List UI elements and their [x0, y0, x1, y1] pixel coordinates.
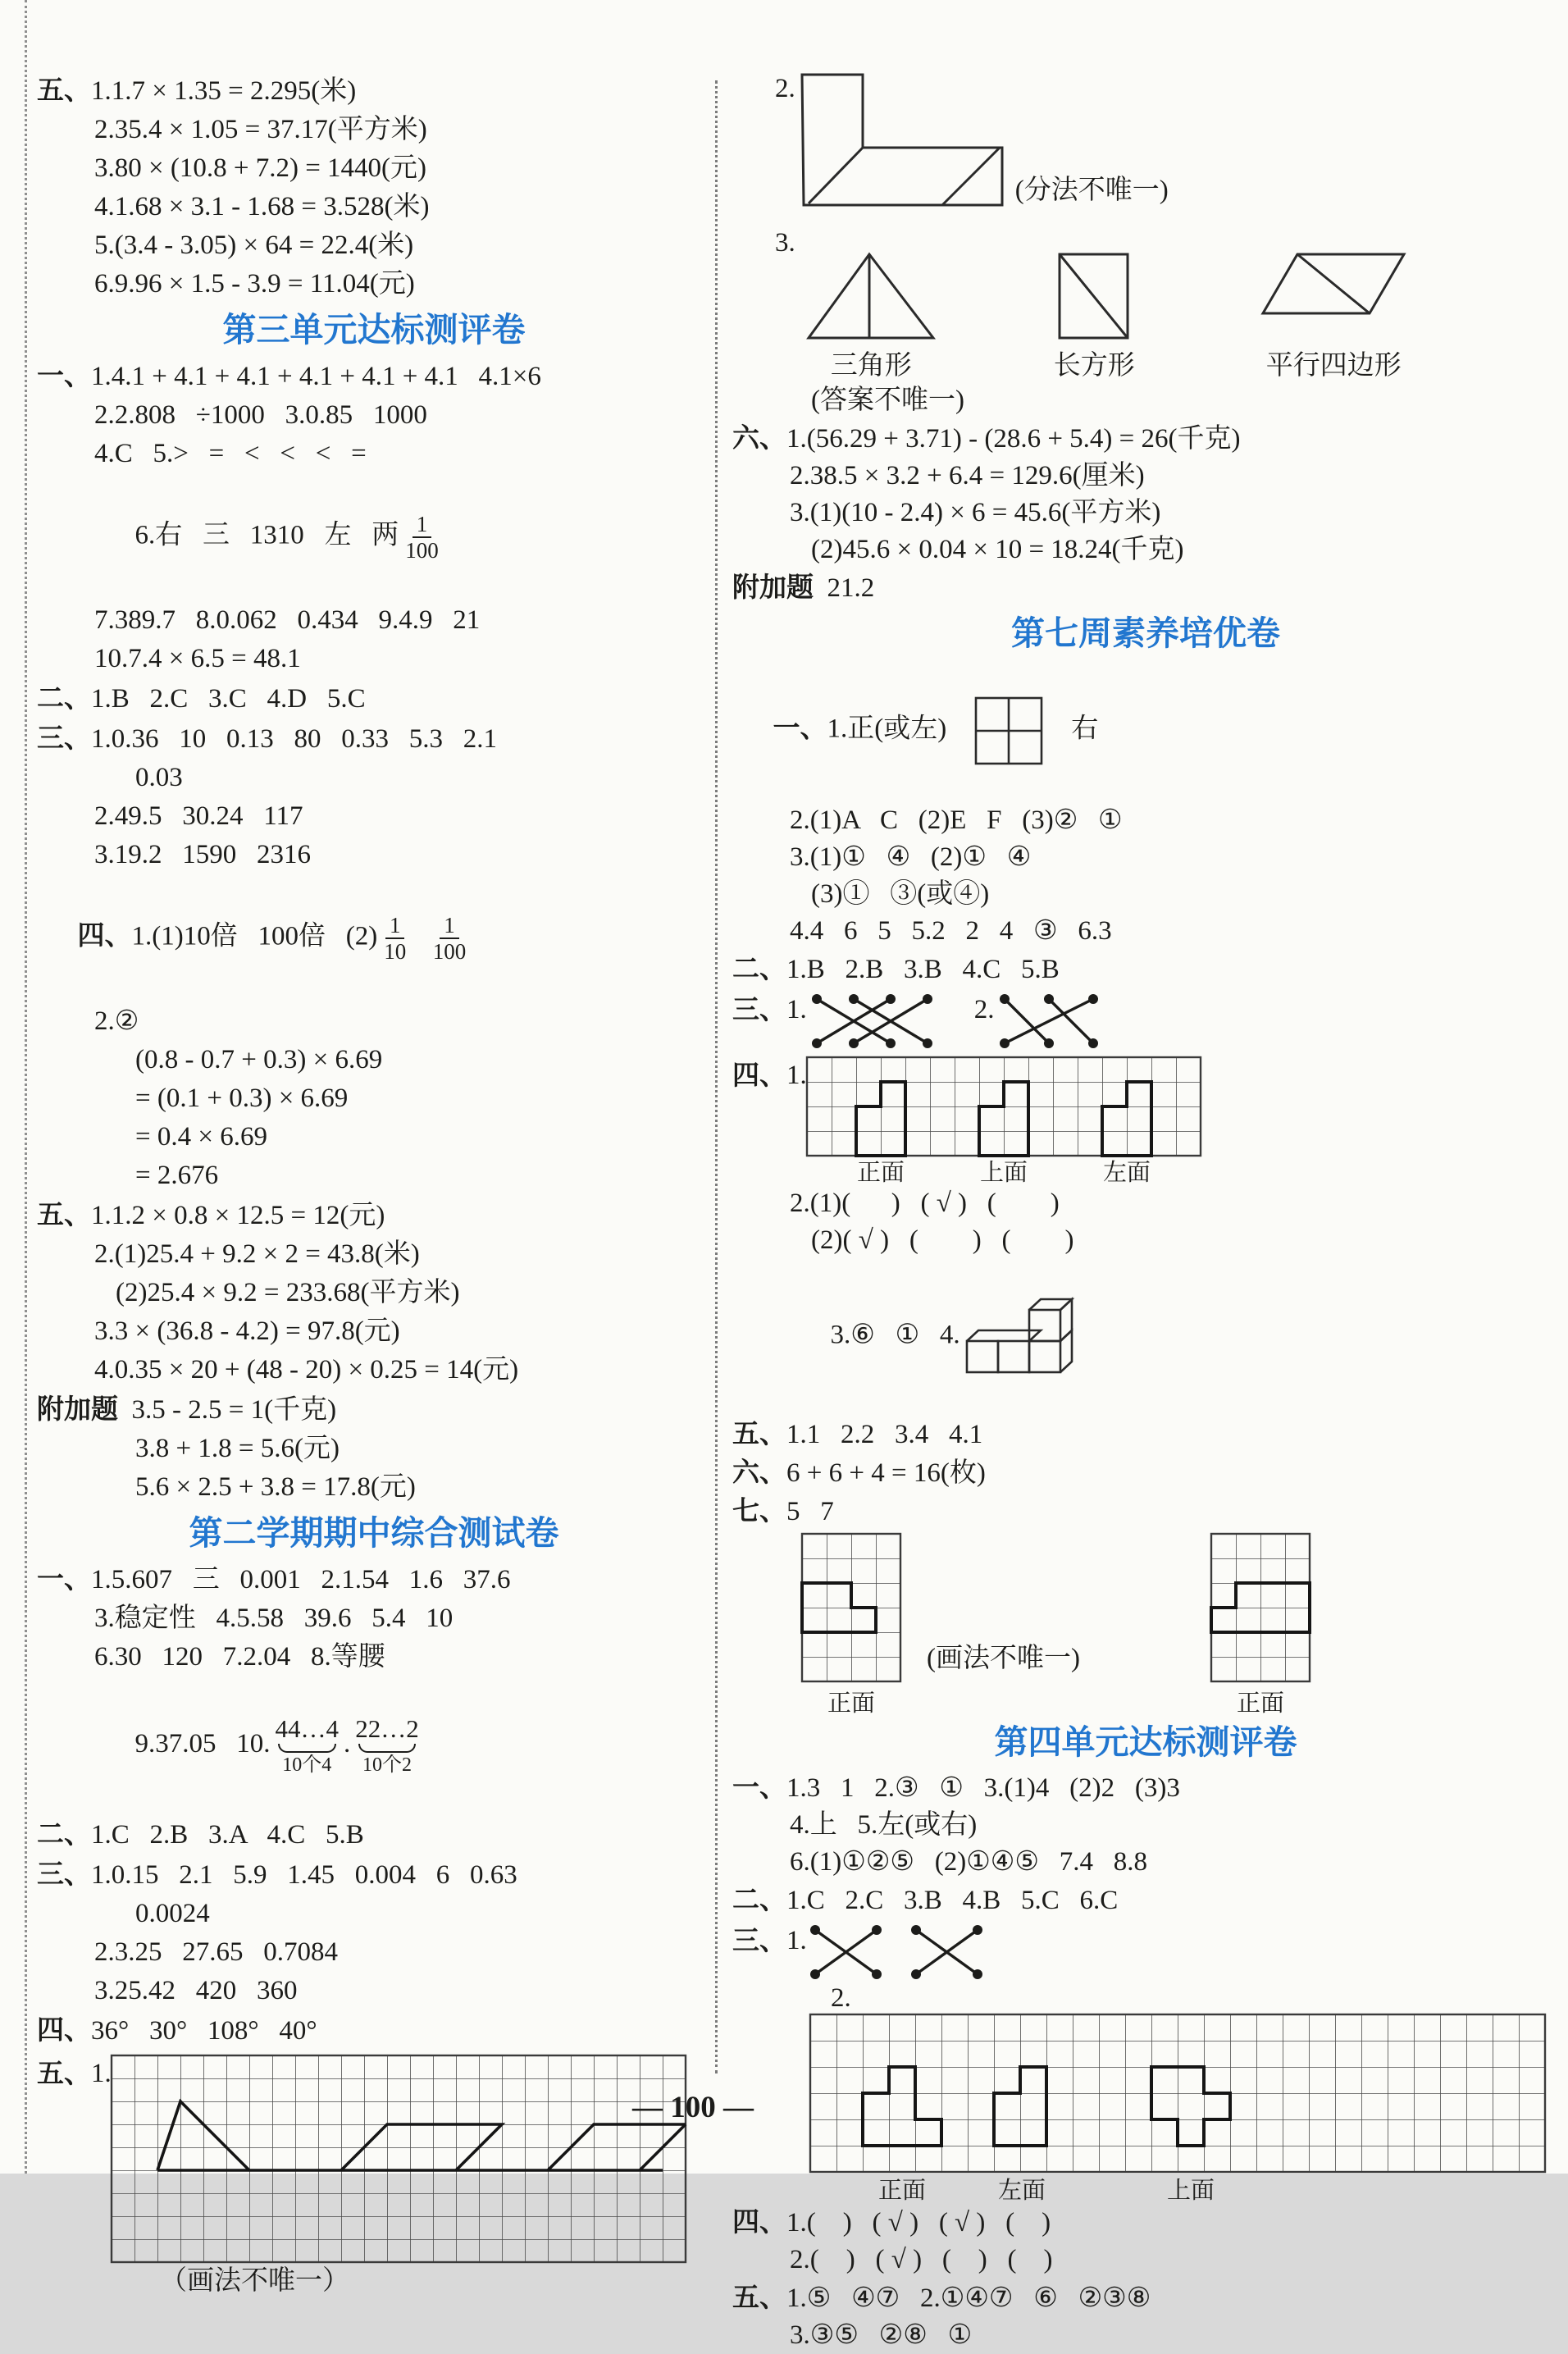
section-marker: 一、	[773, 712, 827, 743]
answer-line	[37, 111, 711, 149]
caption-text: （画法不唯一）	[160, 2266, 349, 2297]
answer-line	[37, 1854, 711, 1895]
answer-line	[37, 1972, 711, 2010]
answer-line	[37, 226, 711, 265]
answer-line	[37, 1599, 711, 1638]
views-grid-row	[732, 2014, 1559, 2203]
answer-text: 右	[1071, 714, 1099, 744]
section-marker: 五、	[732, 2282, 786, 2312]
answer-text: (3)① ③(或④)	[811, 879, 990, 909]
section-marker: 二、	[37, 1818, 91, 1850]
answer-text: 4.C 5.> = < < < =	[94, 439, 367, 468]
answer-text: 3.5 - 2.5 = 1(千克)	[118, 1395, 337, 1425]
rectangle-stack	[1054, 249, 1135, 382]
answer-text: 1.1.7 × 1.35 = 2.295(米)	[91, 76, 357, 106]
section-marker: 一、	[37, 360, 91, 390]
item-label: 1.	[91, 2059, 112, 2089]
section-marker: 附加题	[732, 572, 814, 602]
answer-text: 6.30 120 7.2.04 8.等腰	[94, 1642, 385, 1672]
answer-text: = 2.676	[135, 1161, 219, 1190]
answer-line	[732, 1185, 1559, 1222]
answer-text: 1.(56.29 + 3.71) - (28.6 + 5.4) = 26(千克)	[786, 424, 1241, 454]
right-column	[732, 71, 1559, 2354]
answer-line-with-braces	[37, 1677, 711, 1814]
item-label: 1.	[786, 1926, 807, 1955]
section-marker: 七、	[732, 1495, 786, 1526]
l-shape-division-figure	[800, 71, 1007, 212]
section-marker: 五、	[37, 2058, 91, 2089]
answer-text: 5.6 × 2.5 + 3.8 = 17.8(元)	[135, 1472, 416, 1502]
answer-text: 3.(1)(10 - 2.4) × 6 = 45.6(平方米)	[790, 498, 1161, 527]
answer-text: 2.2.808 ÷1000 3.0.85 1000	[94, 400, 427, 430]
fraction-denominator: 100	[405, 538, 439, 563]
answer-line	[37, 1638, 711, 1677]
answer-text: 10.7.4 × 6.5 = 48.1	[94, 644, 301, 673]
answer-line	[37, 1002, 711, 1041]
answer-text: 1.1.2 × 0.8 × 12.5 = 12(元)	[91, 1201, 385, 1230]
fraction-denominator: 10	[384, 939, 407, 964]
answer-line	[732, 1222, 1559, 1259]
answer-line-with-cubes	[732, 1259, 1559, 1415]
answer-line	[37, 1895, 711, 1933]
answer-text: 5.(3.4 - 3.05) × 64 = 22.4(米)	[94, 230, 414, 260]
answer-text: 1.3 1 2.③ ① 3.(1)4 (2)2 (3)3	[786, 1773, 1180, 1803]
item-label: 3.	[775, 228, 795, 258]
answer-text: 1.0.15 2.1 5.9 1.45 0.004 6 0.63	[91, 1860, 517, 1891]
fraction-denominator: 100	[432, 939, 467, 964]
section-marker: 四、	[37, 2014, 91, 2046]
answer-text: 1.正(或左)	[827, 714, 947, 744]
answer-line	[37, 1235, 711, 1274]
section-marker: 四、	[77, 919, 132, 951]
answer-line	[732, 839, 1559, 876]
answer-line	[37, 2010, 711, 2051]
underbrace-group	[355, 1715, 419, 1776]
section-marker: 二、	[732, 1884, 786, 1914]
brace-label: 10个4	[282, 1754, 332, 1777]
answer-line	[732, 1415, 1559, 1453]
section-marker: 五、	[732, 1418, 786, 1448]
answer-text: 4.4 6 5 5.2 2 4 ③ 6.3	[790, 916, 1112, 946]
shape-label: 长方形	[1053, 351, 1135, 381]
answer-line	[732, 2203, 1559, 2242]
matching-lines-row	[732, 1923, 1559, 1982]
answer-text: 3.⑥ ① 4.	[830, 1320, 960, 1350]
cubes-figure	[960, 1296, 1083, 1378]
section-heading: 第四单元达标测评卷	[994, 1723, 1297, 1761]
answer-line	[732, 876, 1559, 913]
item-label: 1.	[786, 1061, 807, 1090]
matching-lines-figure	[807, 992, 946, 1052]
shape-label: 三角形	[830, 351, 912, 381]
answer-text: 4.上 5.左(或右)	[790, 1810, 978, 1840]
answer-text: 36° 30° 108° 40°	[91, 2016, 317, 2046]
answer-line	[732, 1844, 1559, 1881]
parallelogram-stack	[1258, 225, 1410, 382]
section-marker: 一、	[732, 1772, 786, 1802]
section-marker: 二、	[732, 953, 786, 983]
answer-text: 3.25.42 420 360	[94, 1976, 298, 2006]
answer-text: 2.(1)( ) ( √ ) ( )	[790, 1188, 1060, 1218]
answer-line	[37, 149, 711, 188]
shape-label: 平行四边形	[1265, 351, 1402, 381]
left-column	[37, 71, 711, 2301]
section-marker: 三、	[37, 1859, 91, 1890]
answer-text: 0.03	[135, 763, 183, 792]
section-marker: 三、	[37, 723, 91, 753]
view-label: 左面	[997, 2178, 1046, 2204]
answer-line	[37, 1312, 711, 1351]
two-by-two-grid-figure	[974, 696, 1043, 765]
underbrace-icon	[278, 1744, 336, 1753]
brace-label: 10个2	[362, 1754, 412, 1777]
answer-text: 7.389.7 8.0.062 0.434 9.4.9 21	[94, 605, 481, 635]
answer-line	[37, 1274, 711, 1312]
l-shape-row	[732, 71, 1559, 212]
view-label: 正面	[1236, 1690, 1284, 1717]
answer-text: 1.5.607 三 0.001 2.1.54 1.6 37.6	[91, 1565, 511, 1594]
answer-line	[37, 719, 711, 759]
section-heading: 第三单元达标测评卷	[222, 311, 526, 349]
answer-line	[37, 1118, 711, 1156]
answer-line	[732, 2317, 1559, 2354]
answer-text: 1.⑤ ④⑦ 2.①④⑦ ⑥ ②③⑧	[786, 2283, 1151, 2313]
answer-text: 9.37.05 10.	[134, 1728, 271, 1759]
figure-caption: (画法不唯一)	[927, 1644, 1080, 1673]
answer-line	[732, 2242, 1559, 2279]
spacer	[413, 922, 426, 951]
answer-line	[37, 640, 711, 678]
answer-line	[732, 1492, 1559, 1531]
answer-text: 2.(1)A C (2)E F (3)② ①	[790, 805, 1123, 835]
views-grid-figure	[810, 2014, 1545, 2203]
answer-text: 1.1 2.2 3.4 4.1	[786, 1420, 983, 1449]
answer-line-with-fraction	[37, 874, 711, 1002]
answer-text: 2.38.5 × 3.2 + 6.4 = 129.6(厘米)	[790, 461, 1145, 490]
answer-line	[732, 913, 1559, 950]
view-label: 左面	[1102, 1160, 1151, 1186]
answer-line	[732, 458, 1559, 495]
fraction-numerator: 1	[385, 913, 405, 939]
answer-text: 3.3 × (36.8 - 4.2) = 97.8(元)	[94, 1316, 400, 1346]
triangle-figure	[804, 249, 939, 344]
answer-line	[37, 1156, 711, 1195]
answer-line	[37, 1079, 711, 1118]
front-view-grid-figure	[802, 1534, 904, 1716]
section-marker: 六、	[732, 1457, 786, 1487]
answer-text: 3.稳定性 4.5.58 39.6 5.4 10	[94, 1604, 454, 1633]
answer-line	[732, 2279, 1559, 2317]
cross-match-figure	[908, 1923, 986, 1982]
fraction	[433, 913, 467, 964]
section-marker: 附加题	[37, 1394, 118, 1424]
section-marker: 二、	[37, 682, 91, 713]
answer-line	[732, 802, 1559, 839]
section-marker: 四、	[732, 1060, 786, 1090]
answer-text: 1.4.1 + 4.1 + 4.1 + 4.1 + 4.1 + 4.1 4.1×6	[91, 362, 541, 391]
view-label: 正面	[877, 2178, 927, 2204]
section-marker: 六、	[732, 422, 786, 453]
answer-line	[732, 1768, 1559, 1807]
views-grid-figure	[807, 1057, 1201, 1185]
answer-line	[37, 601, 711, 640]
rectangle-figure	[1055, 249, 1133, 344]
answer-line	[732, 1807, 1559, 1844]
answer-text: (2)( √ ) ( ) ( )	[811, 1225, 1074, 1255]
section-marker: 一、	[37, 1563, 91, 1594]
item-label: 1.	[786, 995, 807, 1024]
front-view-grid-figure	[1211, 1534, 1313, 1716]
figure-caption	[732, 382, 1559, 419]
fraction-numerator: 1	[440, 913, 459, 939]
answer-text: 21.2	[814, 573, 875, 603]
brace-digits: 22…2	[355, 1714, 419, 1743]
answer-line	[37, 759, 711, 797]
answer-text: 3.19.2 1590 2316	[94, 840, 311, 869]
item-label: 2.	[831, 1983, 851, 2013]
item-label-line	[732, 1982, 1559, 2014]
underbrace-icon	[358, 1744, 417, 1753]
answer-text: 2.49.5 30.24 117	[94, 801, 303, 831]
answer-text: 2.35.4 × 1.05 = 37.17(平方米)	[94, 115, 427, 144]
answer-text: (2)45.6 × 0.04 × 10 = 18.24(千克)	[811, 535, 1184, 564]
section-marker: 三、	[732, 994, 786, 1024]
answer-text: 2.3.25 27.65 0.7084	[94, 1937, 338, 1968]
view-label: 正面	[827, 1690, 876, 1717]
item-label: 2.	[973, 995, 995, 1024]
matching-lines-figure	[995, 992, 1105, 1052]
figure-caption	[37, 2262, 711, 2301]
section-marker: 四、	[732, 2206, 786, 2237]
answer-line	[732, 950, 1559, 988]
answer-text: 2.②	[94, 1006, 139, 1036]
answer-line	[37, 1933, 711, 1972]
answer-text: 1.C 2.B 3.A 4.C 5.B	[91, 1820, 364, 1850]
triangle-stack	[804, 249, 939, 382]
answer-line	[732, 1881, 1559, 1919]
answer-text: 5 7	[786, 1497, 834, 1526]
front-view-grids-row	[802, 1534, 1559, 1716]
answer-text: 1.B 2.B 3.B 4.C 5.B	[786, 955, 1060, 984]
answer-text: 0.0024	[135, 1899, 210, 1929]
view-label: 正面	[856, 1160, 905, 1186]
answer-line-with-grid	[732, 659, 1559, 802]
grid-drawing-row	[37, 2055, 711, 2262]
section-marker: 五、	[37, 1199, 91, 1229]
section-marker: 三、	[732, 1925, 786, 1955]
answer-text: 6.右 三 1310 左 两	[134, 520, 399, 550]
answer-line	[732, 419, 1559, 458]
parallelogram-figure	[1258, 225, 1410, 344]
answer-line	[732, 1453, 1559, 1492]
answer-text: (0.8 - 0.7 + 0.3) × 6.69	[135, 1045, 383, 1074]
answer-line	[37, 1041, 711, 1079]
answer-text: 3.80 × (10.8 + 7.2) = 1440(元)	[94, 153, 427, 183]
answer-line	[37, 1814, 711, 1854]
page-number: — 100 —	[632, 2091, 754, 2124]
views-grid-row	[732, 1057, 1559, 1185]
matching-lines-row	[732, 992, 1559, 1052]
answer-line	[732, 531, 1559, 568]
answer-text: 6.(1)①②⑤ (2)①④⑤ 7.4 8.8	[790, 1847, 1147, 1877]
answer-line	[37, 1430, 711, 1468]
answer-text: 1.C 2.C 3.B 4.B 5.C 6.C	[786, 1886, 1119, 1915]
answer-text: 3.③⑤ ②⑧ ①	[790, 2320, 973, 2350]
section-heading: 第二学期期中综合测试卷	[189, 1514, 559, 1552]
answer-line	[37, 1559, 711, 1599]
fraction	[405, 512, 439, 563]
column-divider	[715, 80, 718, 2073]
view-label: 上面	[1166, 2178, 1215, 2204]
answer-line	[37, 1195, 711, 1235]
view-label: 上面	[979, 1160, 1028, 1186]
answer-text: (2)25.4 × 9.2 = 233.68(平方米)	[116, 1278, 460, 1307]
brace-digits: 44…4	[275, 1714, 339, 1743]
answer-text: 1.( ) ( √ ) ( √ ) ( )	[786, 2208, 1051, 2238]
answer-text: 1.B 2.C 3.C 4.D 5.C	[91, 684, 366, 714]
fraction	[384, 913, 406, 964]
answer-line	[37, 678, 711, 719]
figure-caption: (分法不唯一)	[1014, 176, 1169, 205]
answer-line	[37, 356, 711, 396]
answer-line	[37, 797, 711, 836]
answer-text: 3.8 + 1.8 = 5.6(元)	[135, 1434, 340, 1463]
answer-text: 3.(1)① ④ (2)① ④	[790, 842, 1032, 872]
fraction-numerator: 1	[413, 512, 432, 538]
answer-text: 1.(1)10倍 100倍 (2)	[131, 921, 378, 951]
cross-match-figure	[807, 1923, 885, 1982]
answer-line	[37, 1468, 711, 1507]
answer-text: 2.(1)25.4 + 9.2 × 2 = 43.8(米)	[94, 1239, 420, 1269]
answer-line	[37, 1351, 711, 1389]
caption-text: (答案不唯一)	[811, 385, 964, 415]
answer-line	[37, 265, 711, 303]
answer-line	[732, 495, 1559, 531]
grid-figure-shapes	[112, 2055, 686, 2262]
shapes-row	[732, 225, 1559, 382]
answer-text: 2.( ) ( √ ) ( ) ( )	[790, 2245, 1053, 2274]
section-heading: 第七周素养培优卷	[1011, 614, 1280, 652]
answer-text: 4.1.68 × 3.1 - 1.68 = 3.528(米)	[94, 192, 430, 221]
answer-text: = 0.4 × 6.69	[135, 1122, 267, 1152]
answer-text: 6 + 6 + 4 = 16(枚)	[786, 1458, 986, 1488]
page-left-dotted-edge	[25, 0, 27, 2174]
underbrace-group	[276, 1715, 340, 1776]
answer-text: 4.0.35 × 20 + (48 - 20) × 0.25 = 14(元)	[94, 1355, 519, 1385]
answer-line	[37, 435, 711, 473]
answer-text: = (0.1 + 0.3) × 6.69	[135, 1083, 349, 1113]
answer-line	[37, 1389, 711, 1430]
answer-line	[37, 188, 711, 226]
answer-line	[732, 568, 1559, 607]
answer-line	[37, 396, 711, 435]
answer-line-with-fraction	[37, 473, 711, 601]
section-marker: 五、	[37, 75, 91, 105]
answer-line	[37, 71, 711, 111]
separator-dot: .	[344, 1728, 351, 1759]
item-label: 2.	[775, 74, 795, 103]
answer-text: 6.9.96 × 1.5 - 3.9 = 11.04(元)	[94, 269, 415, 299]
answer-text: 1.0.36 10 0.13 80 0.33 5.3 2.1	[91, 724, 497, 754]
answer-line	[37, 836, 711, 874]
